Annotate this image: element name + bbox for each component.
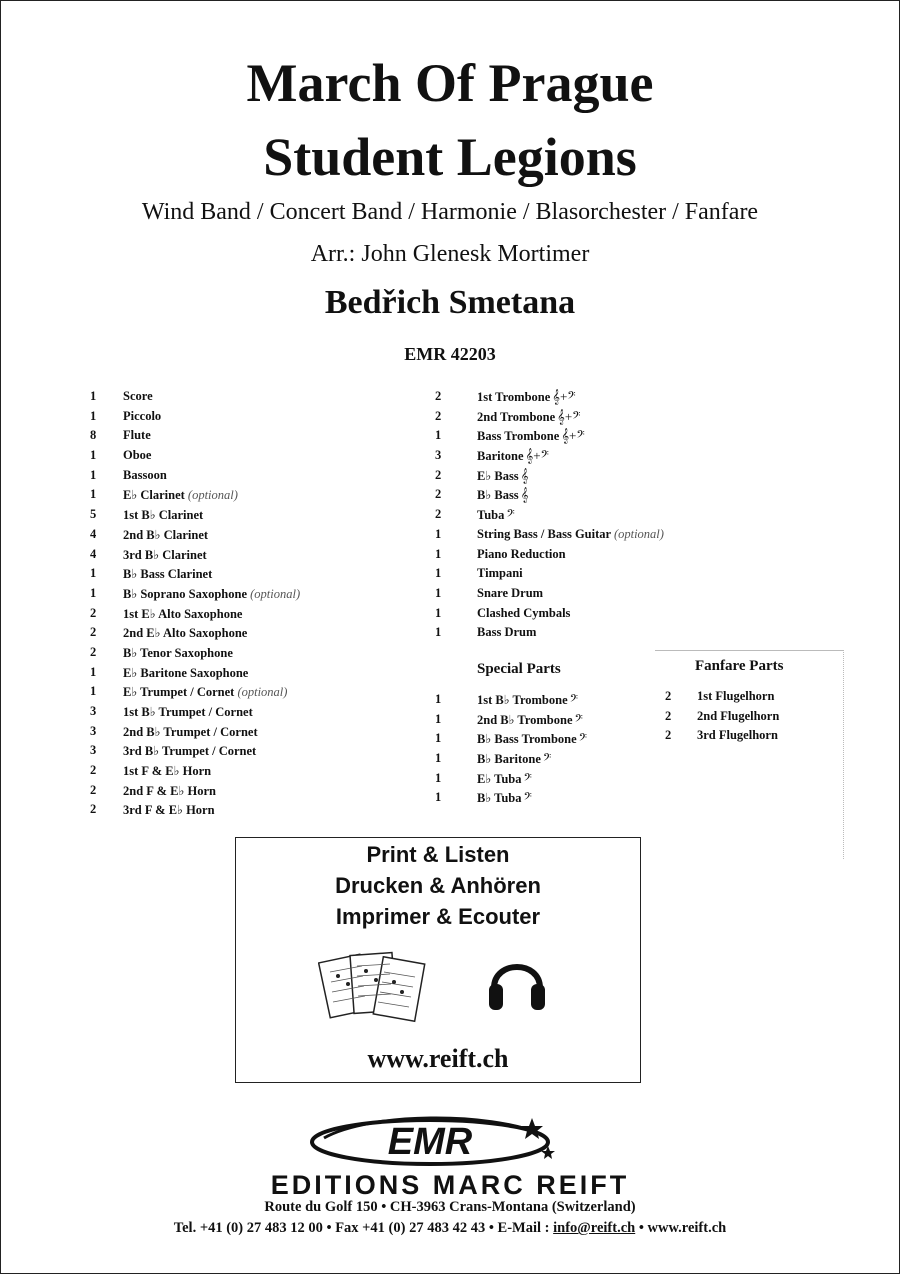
- part-quantity: 4: [90, 526, 97, 541]
- part-quantity: 1: [90, 566, 97, 581]
- part-quantity: 2: [90, 625, 97, 640]
- ensemble-subtitle: Wind Band / Concert Band / Harmonie / Blasorchester / Fanfare: [141, 199, 759, 225]
- part-name-group: [123, 428, 151, 443]
- clef-icon: 𝄢: [578, 731, 588, 747]
- part-name-group: [697, 709, 779, 724]
- part-item: [90, 507, 410, 527]
- part-item: [90, 566, 410, 586]
- part-name-group: [123, 645, 233, 661]
- part-item: [90, 783, 410, 803]
- part-quantity: 2: [90, 644, 97, 659]
- part-quantity: 1: [435, 585, 442, 600]
- fanfare-parts-heading: Fanfare Parts: [695, 658, 784, 674]
- part-quantity: 2: [665, 689, 672, 703]
- part-name-group: [123, 802, 215, 818]
- part-name: Flute: [123, 428, 151, 443]
- part-name: 1st B♭ Trumpet / Cornet: [123, 705, 253, 719]
- publisher-address: Route du Golf 150 • CH-3963 Crans-Montana (Switzerland): [264, 1199, 636, 1215]
- part-name: 1st B♭ Trombone: [477, 693, 568, 707]
- promo-url[interactable]: www.reift.ch: [367, 1044, 509, 1073]
- print-listen-box: [235, 837, 641, 1083]
- clef-icon: 𝄢: [569, 692, 578, 707]
- part-name-group: [123, 763, 211, 779]
- part-item: [435, 468, 735, 488]
- part-name: Bass Drum: [477, 625, 537, 640]
- part-item: [665, 689, 835, 709]
- part-name-group: [697, 728, 778, 743]
- part-item: [90, 428, 410, 448]
- part-name-group: [477, 428, 585, 444]
- part-quantity: 1: [435, 711, 442, 726]
- part-item: [90, 645, 410, 665]
- part-name: Piccolo: [123, 408, 162, 423]
- part-name: 2nd B♭ Trombone: [477, 712, 573, 727]
- part-name-group: [477, 448, 549, 464]
- part-name-group: [123, 507, 203, 523]
- part-name-group: [123, 783, 216, 799]
- part-item: [90, 547, 410, 567]
- part-item: [90, 527, 410, 547]
- part-name-group: [477, 606, 570, 621]
- part-item: [90, 409, 410, 429]
- part-name-group: [123, 684, 287, 700]
- part-name: 1st Trombone: [477, 390, 551, 404]
- part-name: 2nd Trombone: [477, 409, 556, 424]
- part-item: [90, 586, 410, 606]
- part-name: B♭ Tenor Saxophone: [123, 645, 233, 660]
- part-name-group: [123, 468, 167, 483]
- publisher-name: EDITIONS MARC REIFT: [270, 1170, 630, 1200]
- part-quantity: 8: [90, 428, 97, 443]
- part-item: [90, 724, 410, 744]
- email-link[interactable]: info@reift.ch: [553, 1220, 636, 1236]
- part-item: [435, 731, 665, 751]
- part-quantity: 1: [90, 467, 97, 482]
- part-name: E♭ Bass: [477, 468, 519, 483]
- part-name: String Bass / Bass Guitar: [477, 526, 611, 541]
- part-name: Oboe: [123, 448, 152, 463]
- part-quantity: 2: [90, 605, 97, 620]
- part-item: [435, 547, 735, 567]
- optional-note: (optional): [250, 586, 301, 601]
- part-item: [435, 409, 735, 429]
- part-quantity: 1: [435, 770, 442, 785]
- part-quantity: 1: [435, 566, 442, 581]
- part-quantity: 2: [665, 728, 672, 743]
- part-quantity: 1: [435, 692, 442, 706]
- part-item: [435, 712, 665, 732]
- title-line-2: Student Legions: [263, 127, 637, 187]
- optional-note: (optional): [187, 488, 238, 503]
- part-item: [435, 790, 665, 810]
- parts-list-left: [90, 389, 410, 822]
- fanfare-parts-list: [665, 689, 835, 748]
- part-name-group: [477, 712, 583, 728]
- part-name-group: [477, 790, 532, 806]
- part-name: 1st B♭ Clarinet: [123, 508, 204, 523]
- part-name: 2nd B♭ Trumpet / Cornet: [123, 724, 258, 739]
- part-name: 2nd F & E♭ Horn: [123, 783, 216, 798]
- part-name: 3rd F & E♭ Horn: [123, 803, 215, 818]
- part-quantity: 3: [90, 723, 97, 738]
- contact-phone-fax: Tel. +41 (0) 27 483 12 00 • Fax +41 (0) 27 483 42 43 • E-Mail :: [173, 1220, 554, 1236]
- part-name: 3rd B♭ Clarinet: [123, 547, 207, 562]
- part-name: 2nd Flugelhorn: [697, 708, 780, 723]
- part-name-group: [123, 566, 212, 582]
- part-item: [90, 763, 410, 783]
- part-item: [435, 389, 735, 409]
- part-name-group: [477, 586, 543, 601]
- part-item: [90, 448, 410, 468]
- part-name: 1st F & E♭ Horn: [123, 764, 212, 779]
- part-quantity: 3: [90, 704, 97, 718]
- part-item: [90, 665, 410, 685]
- part-item: [90, 743, 410, 763]
- part-quantity: 1: [435, 546, 442, 561]
- part-quantity: 5: [90, 507, 97, 522]
- part-name-group: [123, 665, 248, 681]
- part-item: [435, 507, 735, 527]
- part-name-group: [477, 389, 576, 405]
- fanfare-parts-box: [655, 650, 844, 859]
- part-item: [435, 527, 735, 547]
- clef-icon: 𝄞: [520, 487, 529, 503]
- part-quantity: 1: [90, 389, 97, 403]
- part-name-group: [477, 409, 581, 425]
- part-name: B♭ Baritone: [477, 752, 541, 767]
- part-item: [435, 448, 735, 468]
- part-quantity: 1: [435, 731, 442, 746]
- part-item: [435, 771, 665, 791]
- title-line-1: March Of Prague: [246, 53, 654, 113]
- part-item: [665, 728, 835, 748]
- part-item: [90, 625, 410, 645]
- clef-icon: 𝄢: [523, 770, 532, 786]
- part-quantity: 1: [90, 585, 97, 600]
- part-name: E♭ Trumpet / Cornet: [123, 685, 235, 700]
- part-name-group: [477, 751, 551, 767]
- part-name-group: [477, 487, 528, 503]
- part-name: E♭ Baritone Saxophone: [123, 665, 249, 680]
- part-item: [90, 606, 410, 626]
- part-quantity: 2: [435, 408, 442, 423]
- part-name-group: [123, 743, 256, 759]
- part-quantity: 2: [435, 389, 442, 403]
- part-item: [435, 606, 735, 626]
- part-quantity: 1: [90, 664, 97, 679]
- part-name: 1st Flugelhorn: [697, 689, 775, 703]
- part-item: [90, 684, 410, 704]
- part-quantity: 4: [90, 546, 97, 561]
- part-item: [90, 487, 410, 507]
- clef-icon: 𝄢: [506, 507, 515, 523]
- part-name: 1st E♭ Alto Saxophone: [123, 606, 243, 621]
- part-name: Bassoon: [123, 467, 167, 482]
- part-item: [435, 751, 665, 771]
- part-name: B♭ Bass Trombone: [477, 732, 577, 747]
- publisher-contact: [0, 1220, 900, 1237]
- part-name: Bass Trombone: [477, 429, 560, 444]
- part-name: 3rd Flugelhorn: [697, 728, 778, 743]
- clef-icon: 𝄞+𝄢: [525, 448, 549, 464]
- part-item: [90, 802, 410, 822]
- part-name: 3rd B♭ Trumpet / Cornet: [123, 744, 257, 759]
- part-item: [435, 625, 735, 645]
- promo-line-english: Print & Listen: [366, 842, 510, 867]
- part-name-group: [477, 771, 532, 787]
- part-name-group: [477, 527, 664, 542]
- part-quantity: 1: [90, 684, 97, 699]
- part-item: [90, 704, 410, 724]
- part-quantity: 1: [435, 428, 442, 443]
- catalog-number: EMR 42203: [404, 344, 496, 364]
- part-quantity: 2: [665, 708, 672, 723]
- promo-line-french: Imprimer & Ecouter: [335, 904, 541, 929]
- sheet-music-icon: [318, 946, 428, 1036]
- emr-logo-text: EMR: [387, 1121, 473, 1163]
- part-item: [90, 389, 410, 409]
- part-item: [435, 692, 665, 712]
- part-quantity: 2: [90, 763, 97, 778]
- part-name-group: [123, 527, 208, 543]
- part-name-group: [123, 625, 247, 641]
- part-quantity: 1: [90, 487, 97, 502]
- part-item: [435, 566, 735, 586]
- part-item: [435, 586, 735, 606]
- clef-icon: 𝄢: [542, 751, 552, 767]
- part-quantity: 2: [435, 467, 442, 482]
- clef-icon: 𝄞+𝄢: [557, 408, 581, 424]
- part-name-group: [123, 704, 253, 720]
- part-name: 2nd E♭ Alto Saxophone: [123, 626, 248, 641]
- part-quantity: 2: [435, 507, 442, 522]
- part-name: Piano Reduction: [477, 546, 566, 561]
- clef-icon: 𝄢: [523, 790, 532, 806]
- part-quantity: 1: [90, 408, 97, 423]
- part-quantity: 1: [435, 625, 442, 640]
- part-name: B♭ Bass Clarinet: [123, 567, 213, 582]
- part-name: Score: [123, 389, 153, 403]
- part-name: Tuba: [477, 508, 505, 523]
- part-name-group: [123, 487, 238, 503]
- part-item: [435, 487, 735, 507]
- part-name: E♭ Clarinet: [123, 488, 185, 503]
- promo-line-german: Drucken & Anhören: [335, 873, 541, 898]
- part-name: B♭ Soprano Saxophone: [123, 586, 247, 601]
- special-parts-list: [435, 692, 665, 810]
- part-name-group: [123, 409, 161, 424]
- part-name-group: [697, 689, 774, 704]
- part-name: Baritone: [477, 449, 524, 464]
- part-quantity: 1: [435, 790, 442, 805]
- clef-icon: 𝄢: [574, 711, 583, 727]
- part-quantity: 1: [435, 526, 442, 541]
- headphones-icon: [486, 948, 548, 1018]
- part-quantity: 1: [90, 448, 97, 463]
- part-name-group: [123, 586, 300, 602]
- clef-icon: 𝄞: [520, 467, 529, 483]
- part-name: Timpani: [477, 566, 523, 581]
- part-name-group: [477, 625, 536, 640]
- part-quantity: 1: [435, 605, 442, 620]
- part-name-group: [477, 468, 528, 484]
- part-item: [90, 468, 410, 488]
- part-quantity: 1: [435, 751, 442, 766]
- part-name-group: [123, 448, 151, 463]
- part-name-group: [123, 547, 207, 563]
- part-name: 2nd B♭ Clarinet: [123, 527, 209, 542]
- part-name: Snare Drum: [477, 585, 544, 600]
- part-quantity: 2: [90, 782, 97, 797]
- clef-icon: 𝄞+𝄢: [552, 389, 576, 404]
- optional-note: (optional): [613, 526, 664, 541]
- part-quantity: 2: [90, 802, 97, 817]
- part-quantity: 3: [435, 448, 442, 463]
- part-name-group: [123, 724, 258, 740]
- special-parts-heading: Special Parts: [477, 661, 561, 677]
- part-name: Clashed Cymbals: [477, 605, 571, 620]
- clef-icon: 𝄞+𝄢: [561, 428, 585, 444]
- composer: Bedřich Smetana: [324, 284, 576, 321]
- part-name-group: [477, 731, 587, 747]
- part-name-group: [477, 566, 523, 581]
- part-name-group: [477, 507, 515, 523]
- part-quantity: 3: [90, 743, 97, 758]
- part-name-group: [477, 547, 566, 562]
- part-name: B♭ Tuba: [477, 791, 522, 806]
- part-name: B♭ Bass: [477, 488, 519, 503]
- part-name: E♭ Tuba: [477, 771, 522, 786]
- part-name-group: [477, 692, 578, 708]
- part-name-group: [123, 606, 242, 622]
- contact-website: • www.reift.ch: [635, 1220, 727, 1236]
- part-item: [435, 428, 735, 448]
- parts-list-right: [435, 389, 735, 645]
- part-quantity: 2: [435, 487, 442, 502]
- arranger: Arr.: John Glenesk Mortimer: [310, 241, 590, 267]
- part-name-group: [123, 389, 153, 404]
- optional-note: (optional): [237, 685, 288, 700]
- part-item: [665, 709, 835, 729]
